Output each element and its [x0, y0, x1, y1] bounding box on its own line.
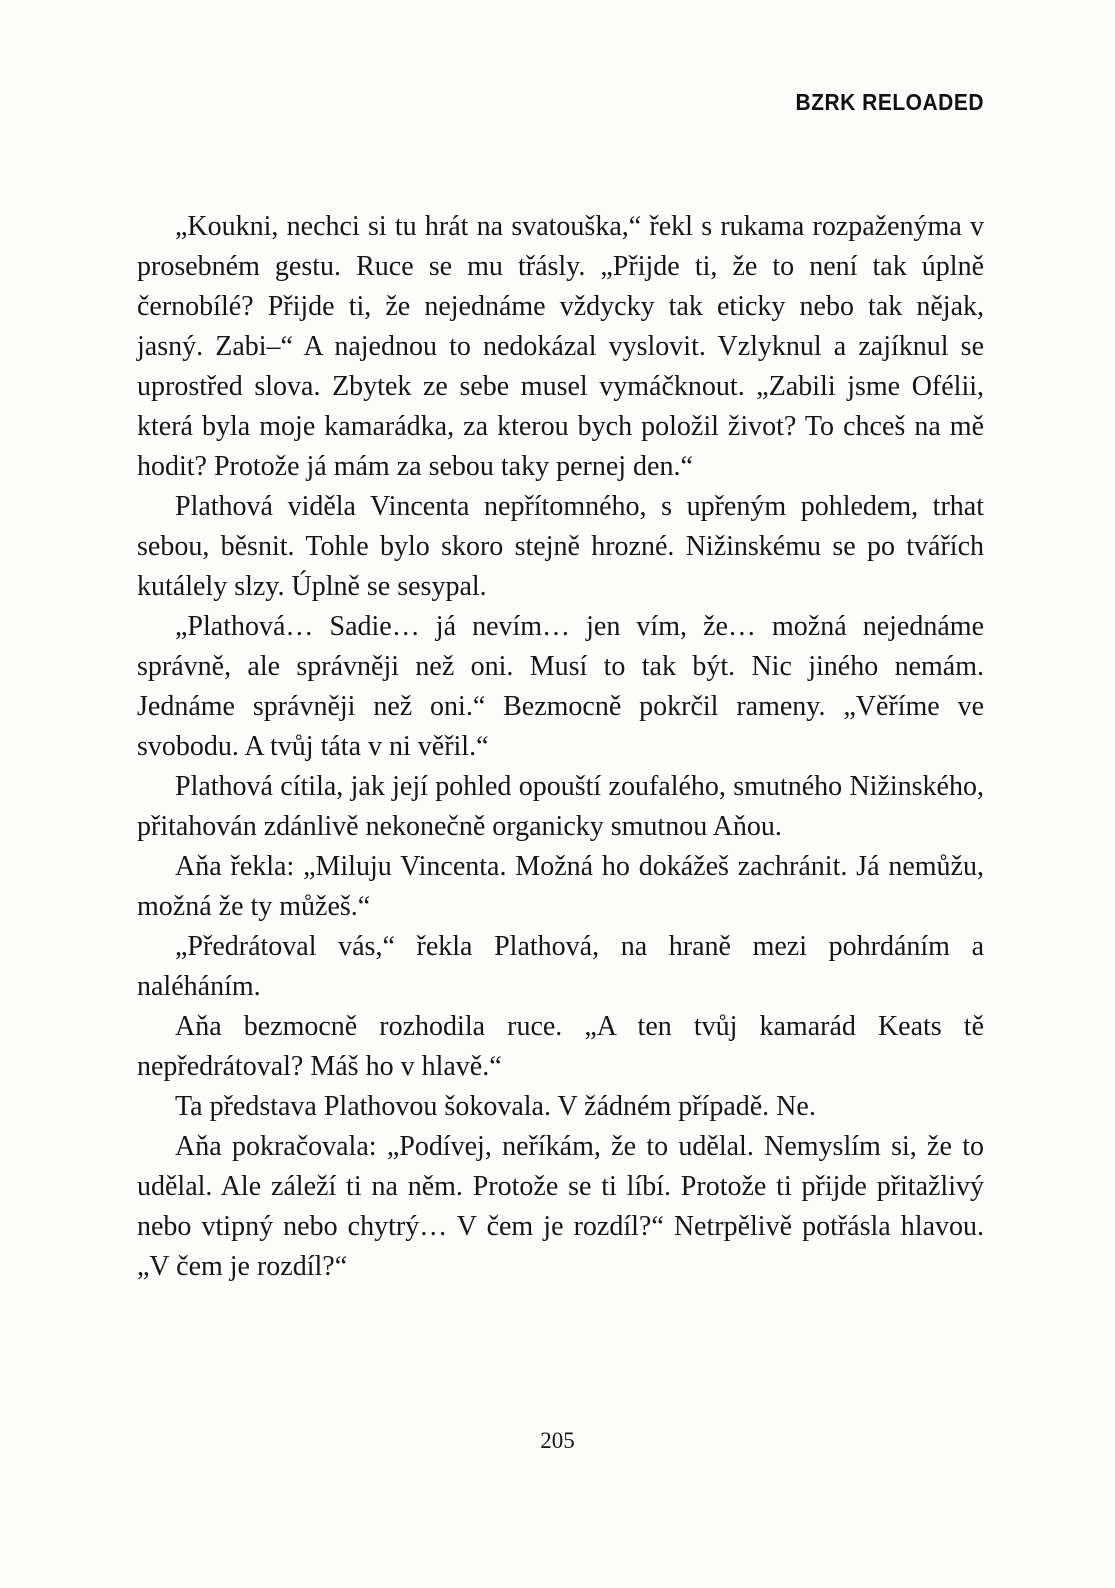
paragraph: „Plathová… Sadie… já nevím… jen vím, že… možná nejednáme správně, ale správněji než oni. Musí to tak být. Nic jiného nemám. Jednáme správněji než oni.“ Bezmocně pokrčil rameny. „Věříme ve svobodu. A tvůj táta v ni věřil.“	[137, 611, 984, 762]
paragraph: „Koukni, nechci si tu hrát na svatouška,“ řekl s rukama rozpaženýma v prosebném gestu. Ruce se mu třásly. „Přijde ti, že to není tak úplně černobílé? Přijde ti, že nejednáme vždycky tak eticky nebo tak nějak, jasný. Zabi–“ A najednou to nedokázal vyslovit. Vzlyknul a zajíknul se uprostřed slova. Zbytek ze sebe musel vymáčknout. „Zabili jsme Ofélii, která byla moje kamarádka, za kterou bych položil život? To chceš na mě hodit? Protože já mám za sebou taky pernej den.“	[137, 211, 984, 482]
paragraph: Aňa bezmocně rozhodila ruce. „A ten tvůj kamarád Keats tě nepředrátoval? Máš ho v hlavě.“	[137, 1011, 984, 1082]
running-header-title: BZRK RELOADED	[795, 90, 984, 116]
paragraph: Plathová cítila, jak její pohled opouští zoufalého, smutného Nižinského, přitahován zdánlivě nekonečně organicky smutnou Aňou.	[137, 771, 984, 842]
paragraph: „Předrátoval vás,“ řekla Plathová, na hraně mezi pohrdáním a naléháním.	[137, 931, 984, 1002]
paragraph: Aňa pokračovala: „Podívej, neříkám, že to udělal. Nemyslím si, že to udělal. Ale záleží ti na něm. Protože se ti líbí. Protože ti přijde přitažlivý nebo vtipný nebo chytrý… V čem je rozdíl?“ Netrpělivě potřásla hlavou. „V čem je rozdíl?“	[137, 1131, 984, 1282]
body-text	[137, 207, 984, 1287]
paragraph: Plathová viděla Vincenta nepřítomného, s upřeným pohledem, trhat sebou, běsnit. Tohle bylo skoro stejně hrozné. Nižinskému se po tvářích kutálely slzy. Úplně se sesypal.	[137, 491, 984, 602]
page-number: 205	[540, 1428, 575, 1453]
paragraph: Ta představa Plathovou šokovala. V žádném případě. Ne.	[175, 1091, 816, 1122]
paragraph: Aňa řekla: „Miluju Vincenta. Možná ho dokážeš zachránit. Já nemůžu, možná že ty můžeš.“	[137, 851, 984, 922]
